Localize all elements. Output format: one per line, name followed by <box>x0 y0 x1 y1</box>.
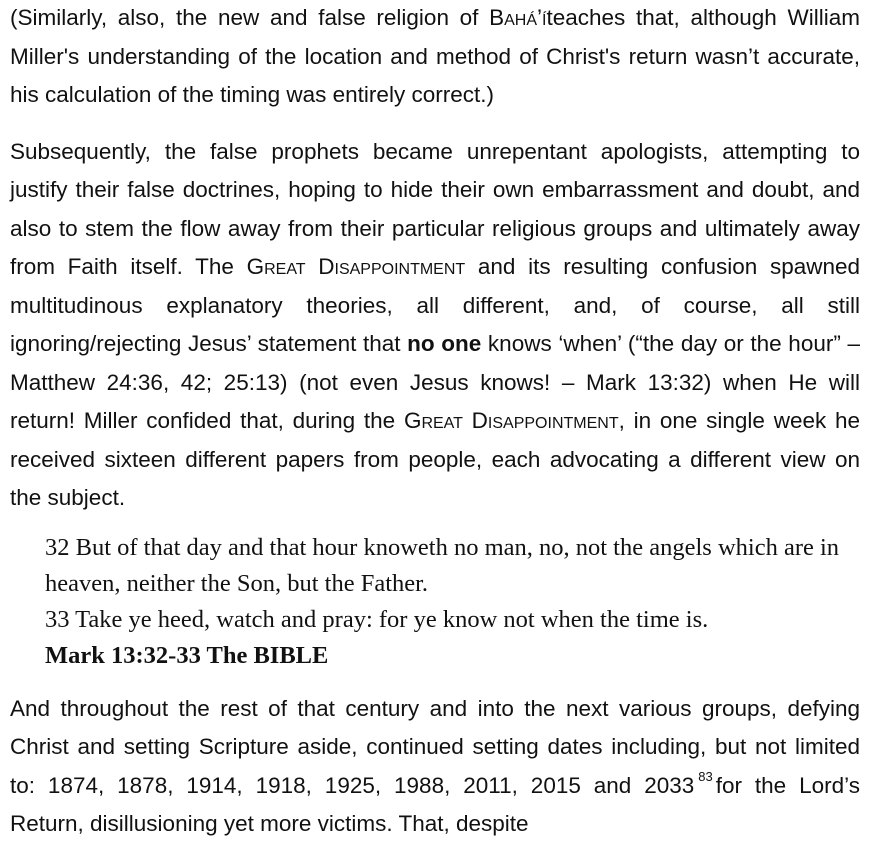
paragraph-bahai-note <box>10 0 860 115</box>
quote-verse-33: 33 Take ye heed, watch and pray: for ye know not when the time is. <box>45 605 709 633</box>
scripture-quote <box>45 530 845 674</box>
quote-verse-32: 32 But of that day and that hour knoweth no man, no, not the angels which are in heaven, neither the Son, but the Father. <box>45 533 840 597</box>
paragraph-text: knows ‘when’ (“the day or the hour” – Matthew 24:36, 42; 25:13) (not even Jesus knows! – Mark 13:32) when He will return! Miller confided that, during the <box>10 331 860 433</box>
paragraph-text: for the Lord’s Return, disillusioning yet more victims. That, despite <box>10 772 860 836</box>
paragraph-text: and its resulting confusion spawned multitudinous explanatory theories, all different, and, of course, all still ignoring/rejecting Jesus’ statement that <box>10 254 861 356</box>
emphasis-no-one: no one <box>407 331 482 356</box>
quote-citation: Mark 13:32-33 The BIBLE <box>45 641 329 669</box>
document-page <box>10 0 860 844</box>
footnote-marker: 83 <box>698 768 713 784</box>
paragraph-false-prophets <box>10 133 860 518</box>
paragraph-text: , in one single week he received sixteen different papers from people, each advocating a different view on the subject. <box>10 408 860 510</box>
great-disappointment-term: Great Disappointment <box>403 408 619 433</box>
paragraph-text: And throughout the rest of that century and into the next various groups, defying Christ and setting Scripture aside, continued setting dates including, but not limited to: 1874, 1878, 1914, 1918, 1925, 1988, 2011, 2015 and 2033 <box>10 695 860 798</box>
paragraph-text: Subsequently, the false prophets became unrepentant apologists, attempting to justify their false doctrines, hoping to hide their own embarrassment and doubt, and also to stem the flow away from their particular religious groups and ultimately away from Faith itself. The <box>10 138 860 279</box>
great-disappointment-term: Great Disappointment <box>246 254 466 279</box>
paragraph-text: teaches that, although William Miller's understanding of the location and method of Christ's return wasn’t accurate, his calculation of the timing was entirely correct.) <box>10 5 860 107</box>
paragraph-date-setting <box>10 690 860 844</box>
bahai-term: Bahá’í <box>489 5 547 30</box>
paragraph-text: (Similarly, also, the new and false religion of <box>10 5 490 30</box>
